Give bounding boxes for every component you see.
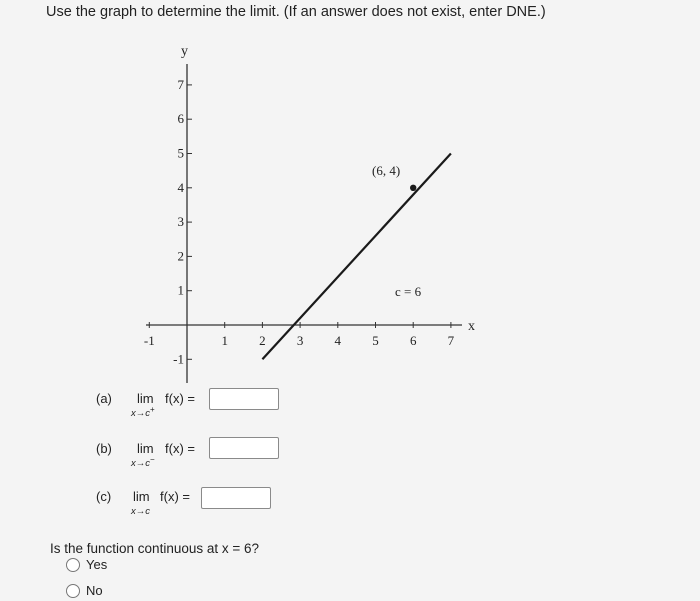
option-yes-label: Yes — [86, 557, 108, 572]
x-tick-label: 4 — [334, 333, 342, 348]
part-b-sub: x→c− — [131, 455, 155, 470]
part-c-sub: x→c — [131, 506, 150, 518]
question-text: Use the graph to determine the limit. (If an answer does not exist, enter DNE.) — [46, 4, 546, 20]
x-tick-label: 5 — [372, 333, 379, 348]
option-no[interactable] — [66, 583, 103, 598]
part-a-expr: f(x) = — [165, 391, 195, 406]
y-tick-label: 3 — [177, 214, 184, 230]
option-yes[interactable] — [66, 557, 107, 572]
part-c-expr: f(x) = — [160, 489, 190, 504]
y-tick-label: -1 — [173, 351, 184, 367]
y-tick-label: 7 — [177, 76, 184, 92]
part-a-sub: x→c+ — [131, 405, 155, 420]
y-tick-label: 5 — [177, 145, 184, 161]
part-b-tag: (b) — [96, 441, 112, 456]
x-tick-label: 1 — [221, 333, 228, 348]
y-axis-name: y — [181, 44, 188, 59]
x-tick-label: 7 — [447, 333, 455, 348]
part-a-lim: lim — [137, 391, 154, 406]
y-tick-label: 4 — [177, 179, 184, 195]
y-tick-label: 1 — [177, 282, 184, 298]
part-b-expr: f(x) = — [165, 441, 195, 456]
x-tick-label: 6 — [409, 333, 417, 348]
c-label: c = 6 — [395, 284, 422, 299]
part-c-answer-input[interactable] — [201, 487, 271, 509]
radio-no[interactable] — [66, 584, 80, 598]
x-tick-label: 2 — [259, 333, 266, 348]
x-tick-label: 3 — [296, 333, 304, 348]
part-a-tag: (a) — [96, 391, 112, 406]
radio-yes[interactable] — [66, 558, 80, 572]
part-b-answer-input[interactable] — [209, 437, 279, 459]
continuity-question: Is the function continuous at x = 6? — [50, 541, 260, 556]
x-tick-label: -1 — [143, 333, 155, 348]
part-c-lim: lim — [133, 489, 150, 504]
y-tick-label: 2 — [177, 248, 184, 264]
part-a-answer-input[interactable] — [209, 388, 279, 410]
y-tick-label: 6 — [177, 111, 184, 127]
x-axis-name: x — [468, 319, 475, 334]
point-label: (6, 4) — [372, 163, 401, 178]
function-line — [262, 154, 451, 360]
part-b-sup: − — [150, 455, 155, 464]
part-a-sup: + — [150, 405, 155, 414]
part-c-tag: (c) — [96, 489, 112, 504]
option-no-label: No — [86, 583, 103, 598]
part-b-lim: lim — [137, 441, 154, 456]
point-6-4 — [410, 185, 416, 191]
